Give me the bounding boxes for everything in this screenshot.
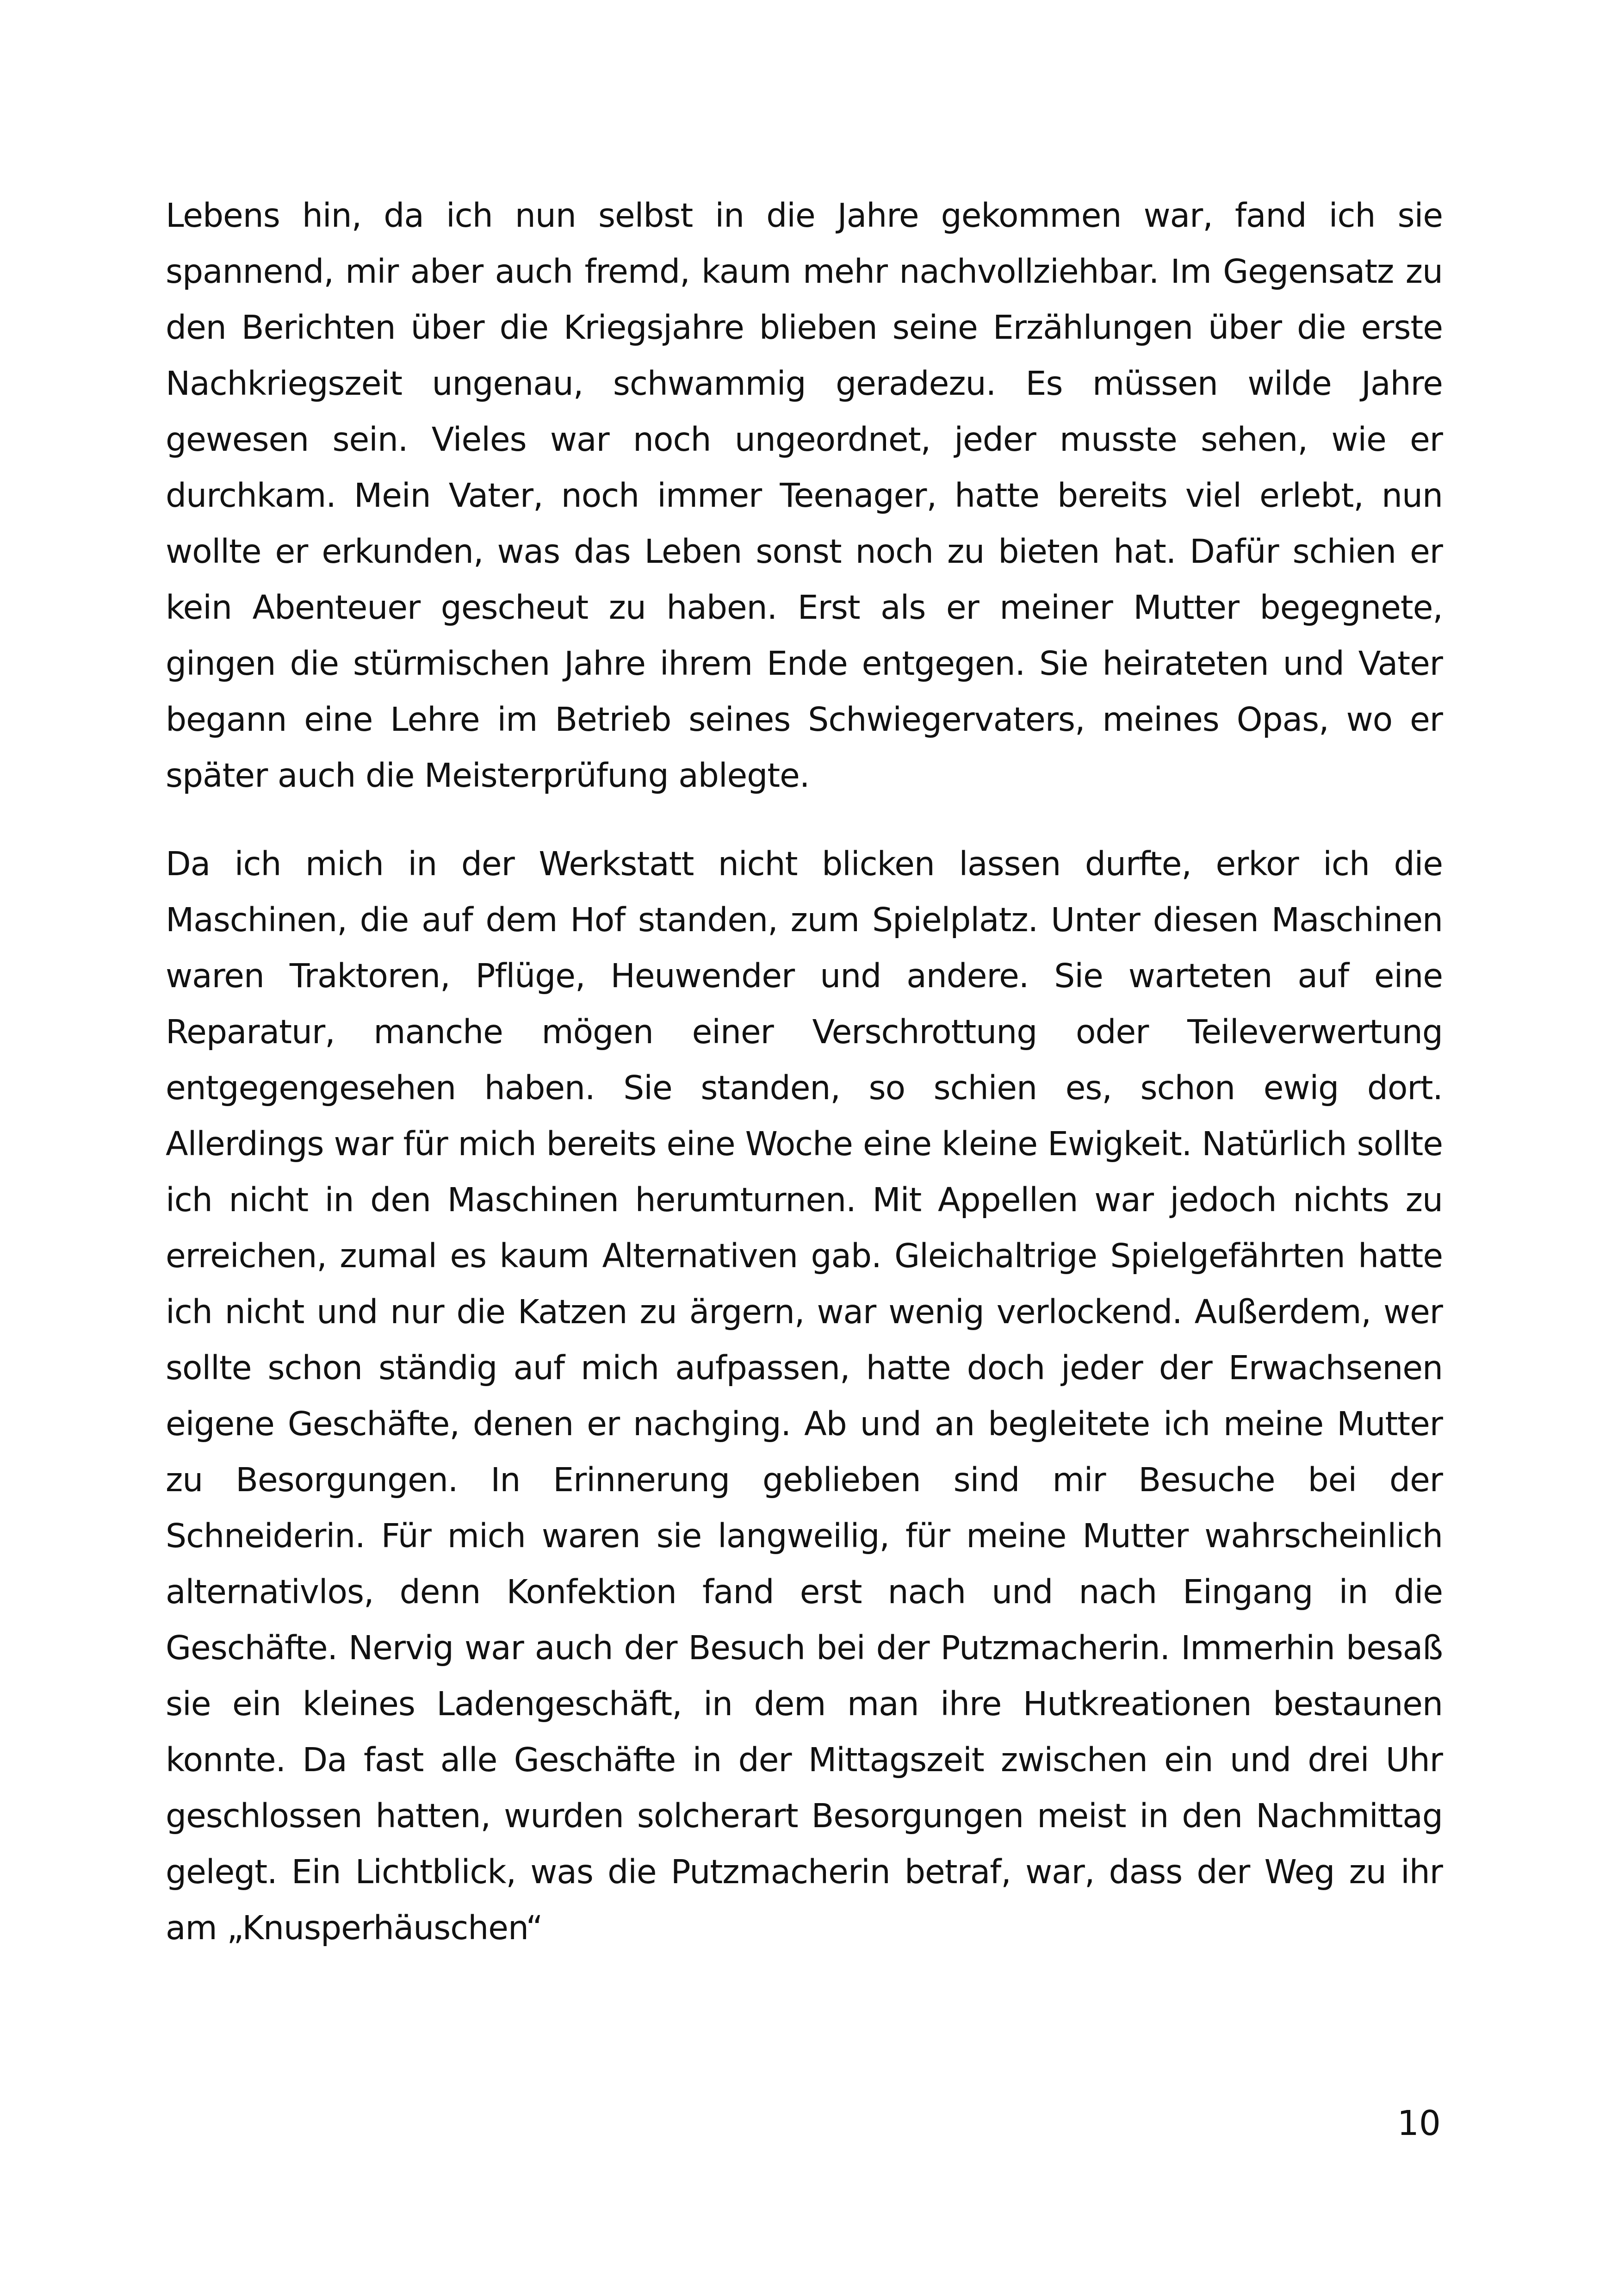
body-text bbox=[166, 187, 1443, 1956]
paragraph-1: Lebens hin, da ich nun selbst in die Jahre gekommen war, fand ich sie spannend, mir aber auch fremd, kaum mehr nachvollziehbar. Im Gegensatz zu den Berichten über die Kriegsjahre blieben seine Erzählungen über die erste Nachkriegszeit ungenau, schwammig geradezu. Es müssen wilde Jahre gewesen sein. Vieles war noch ungeordnet, jeder musste sehen, wie er durchkam. Mein Vater, noch immer Teenager, hatte bereits viel erlebt, nun wollte er erkunden, was das Leben sonst noch zu bieten hat. Dafür schien er kein Abenteuer gescheut zu haben. Erst als er meiner Mutter begegnete, gingen die stürmischen Jahre ihrem Ende entgegen. Sie heirateten und Vater begann eine Lehre im Betrieb seines Schwiegervaters, meines Opas, wo er später auch die Meisterprüfung ablegte. bbox=[166, 196, 1443, 795]
paragraph-2: Da ich mich in der Werkstatt nicht blicken lassen durfte, erkor ich die Maschinen, die auf dem Hof standen, zum Spielplatz. Unter diesen Maschinen waren Traktoren, Pflüge, Heuwender und andere. Sie warteten auf eine Reparatur, manche mögen einer Verschrottung oder Teileverwertung entgegengesehen haben. Sie standen, so schien es, schon ewig dort. Allerdings war für mich bereits eine Woche eine kleine Ewigkeit. Natürlich sollte ich nicht in den Maschinen herumturnen. Mit Appellen war jedoch nichts zu erreichen, zumal es kaum Alternativen gab. Gleichaltrige Spielgefährten hatte ich nicht und nur die Katzen zu ärgern, war wenig verlockend. Außerdem, wer sollte schon ständig auf mich aufpassen, hatte doch jeder der Erwachsenen eigene Geschäfte, denen er nachging. Ab und an begleitete ich meine Mutter zu Besorgungen. In Erinnerung geblieben sind mir Besuche bei der Schneiderin. Für mich waren sie langweilig, für meine Mutter wahrscheinlich alternativlos, denn Konfektion fand erst nach und nach Eingang in die Geschäfte. Nervig war auch der Besuch bei der Putzmacherin. Immerhin besaß sie ein kleines Ladengeschäft, in dem man ihre Hutkreationen bestaunen konnte. Da fast alle Geschäfte in der Mittagszeit zwischen ein und drei Uhr geschlossen hatten, wurden solcherart Besorgungen meist in den Nachmittag gelegt. Ein Lichtblick, was die Putzmacherin betraf, war, dass der Weg zu ihr am „Knusperhäuschen“ bbox=[166, 845, 1443, 1947]
page-number: 10 bbox=[1397, 2103, 1441, 2143]
